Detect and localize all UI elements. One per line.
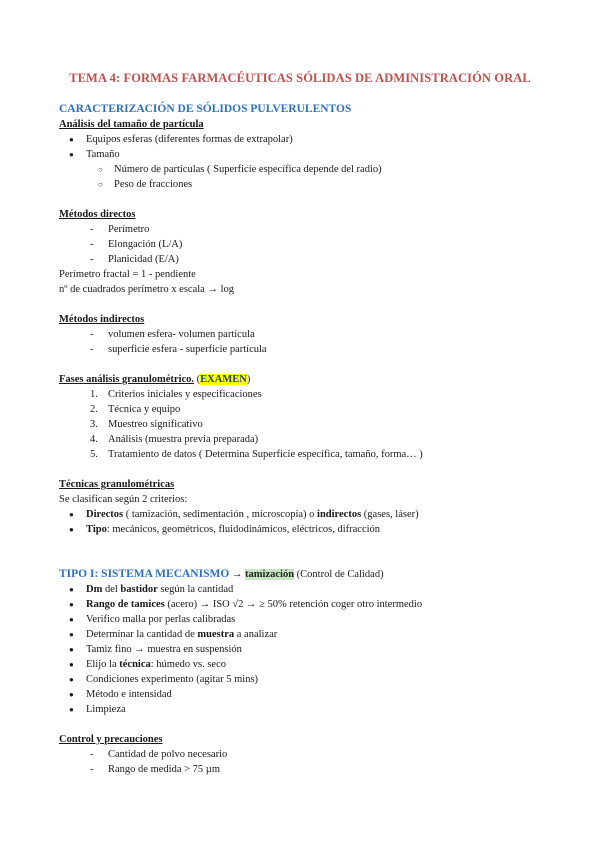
list-item: 1. Criterios iniciales y especificaciones <box>90 389 262 400</box>
sub-list-item: ○ Peso de fracciones <box>98 179 193 190</box>
heading-control: Control y precauciones <box>59 734 163 745</box>
heading-metodos-indirectos: Métodos indirectos <box>59 314 145 325</box>
list-item: ● Tamiz fino → muestra en suspensión <box>69 644 242 655</box>
dash-icon: - <box>90 344 94 355</box>
section-heading-tipo1: TIPO I: SISTEMA MECANISMO → tamización (Control de Calidad) <box>59 568 384 580</box>
list-item: ● Directos ( tamización, sedimentación , microscopía) o indirectos (gases, láser) <box>69 509 419 520</box>
text-line: Perímetro fractal = 1 - pendiente <box>59 269 196 280</box>
bullet-icon: ● <box>69 660 74 669</box>
dash-icon: - <box>90 749 94 760</box>
list-item: ● Dm del bastidor según la cantidad <box>69 584 234 595</box>
list-item: 4. Análisis (muestra previa preparada) <box>90 434 259 445</box>
list-item: - Perímetro <box>90 224 150 235</box>
bullet-icon: ● <box>69 690 74 699</box>
bullet-icon: ● <box>69 135 74 144</box>
list-item: - Elongación (L/A) <box>90 239 183 250</box>
section-heading-caracterizacion: CARACTERIZACIÓN DE SÓLIDOS PULVERULENTOS <box>59 103 352 115</box>
text-line: nº de cuadrados perímetro x escala → log <box>59 284 234 295</box>
circle-bullet-icon: ○ <box>98 180 103 189</box>
bullet-icon: ● <box>69 585 74 594</box>
bullet-icon: ● <box>69 510 74 519</box>
document-body <box>59 102 559 777</box>
list-item: ● Verifico malla por perlas calibradas <box>69 614 236 625</box>
list-item: ● Método e intensidad <box>69 689 172 700</box>
list-item: ● Rango de tamices (acero) → ISO √2 → ≥ 50% retención coger otro intermedio <box>69 599 423 610</box>
dash-icon: - <box>90 254 94 265</box>
list-item: ● Tipo: mecánicos, geométricos, fluidodinámicos, eléctricos, difracción <box>69 524 381 535</box>
list-item: 5. Tratamiento de datos ( Determina Superficie específica, tamaño, forma… ) <box>90 449 423 460</box>
text-line: Se clasifican según 2 criterios: <box>59 494 188 505</box>
list-item: - volumen esfera- volumen partícula <box>90 329 255 340</box>
sub-list-item: ○ Número de partículas ( Superficie específica depende del radio) <box>98 164 382 175</box>
dash-icon: - <box>90 224 94 235</box>
exam-badge: EXAMEN <box>200 374 247 385</box>
heading-tecnicas: Técnicas granulométricas <box>59 479 175 490</box>
list-item: - Planicidad (E/A) <box>90 254 179 265</box>
list-item: ● Tamaño <box>69 149 120 160</box>
bullet-icon: ● <box>69 630 74 639</box>
dash-icon: - <box>90 764 94 775</box>
list-item: - Cantidad de polvo necesario <box>90 749 228 760</box>
list-item: - superficie esfera - superficie partícula <box>90 344 267 355</box>
dash-icon: - <box>90 329 94 340</box>
bullet-icon: ● <box>69 615 74 624</box>
list-item: ● Elijo la técnica: húmedo vs. seco <box>69 659 226 670</box>
list-item: - Rango de medida > 75 µm <box>90 764 220 775</box>
bullet-icon: ● <box>69 600 74 609</box>
heading-metodos-directos: Métodos directos <box>59 209 136 220</box>
bullet-icon: ● <box>69 525 74 534</box>
heading-analisis: Análisis del tamaño de partícula <box>59 119 204 130</box>
document-title: TEMA 4: FORMAS FARMACÉUTICAS SÓLIDAS DE ADMINISTRACIÓN ORAL <box>69 71 531 85</box>
highlight-tamizacion: tamización <box>245 569 295 580</box>
bullet-icon: ● <box>69 645 74 654</box>
list-item: 3. Muestreo significativo <box>90 419 203 430</box>
heading-fases: Fases análisis granulométrico. (EXAMEN) <box>59 374 251 385</box>
circle-bullet-icon: ○ <box>98 165 103 174</box>
list-item: ● Limpieza <box>69 704 126 715</box>
bullet-icon: ● <box>69 150 74 159</box>
list-item: 2. Técnica y equipo <box>90 404 181 415</box>
bullet-icon: ● <box>69 705 74 714</box>
bullet-icon: ● <box>69 675 74 684</box>
list-item: ● Determinar la cantidad de muestra a analizar <box>69 629 278 640</box>
dash-icon: - <box>90 239 94 250</box>
list-item: ● Condiciones experimento (agitar 5 mins) <box>69 674 259 685</box>
list-item: ● Equipos esferas (diferentes formas de extrapolar) <box>69 134 293 145</box>
